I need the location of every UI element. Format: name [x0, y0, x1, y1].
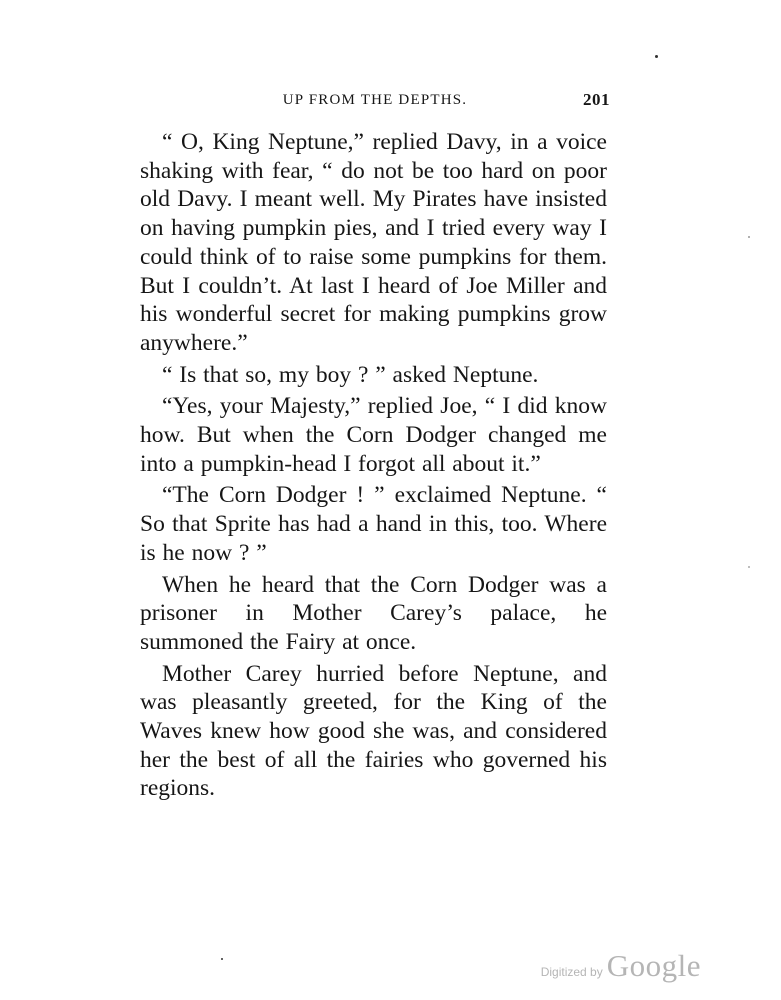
- scan-speck: [221, 958, 223, 960]
- digitized-by-google-watermark: [541, 948, 701, 984]
- paragraph-3: “Yes, your Majesty,” replied Joe, “ I did know how. But when the Corn Dodger changed me into a pumpkin-head I forgot all about it.”: [140, 393, 607, 477]
- watermark-prefix: Digitized by: [540, 965, 603, 979]
- body-text: [140, 128, 607, 803]
- page-number: 201: [583, 90, 610, 109]
- running-head: [140, 90, 610, 114]
- paragraph-5: When he heard that the Corn Dodger was a prisoner in Mother Carey’s palace, he summoned the Fairy at once.: [140, 571, 607, 655]
- paragraph-6: Mother Carey hurried before Neptune, and was pleasantly greeted, for the King of the Waves knew how good she was, and considered her the best of all the fairies who governed his regions.: [140, 660, 607, 802]
- scan-speck: [655, 55, 658, 58]
- paragraph-4: “The Corn Dodger ! ” exclaimed Neptune. “ So that Sprite has had a hand in this, too. Where is he now ? ”: [140, 482, 607, 566]
- paragraph-2: “ Is that so, my boy ? ” asked Neptune.: [162, 361, 539, 388]
- running-title: UP FROM THE DEPTHS.: [282, 92, 468, 108]
- scan-speck: [748, 236, 750, 238]
- scan-speck: [748, 566, 750, 568]
- paragraph-1: “ O, King Neptune,” replied Davy, in a voice shaking with fear, “ do not be too hard on poor old Davy. I meant well. My Pirates have insisted on having pumpkin pies, and I tried every way I could think of to raise some pumpkins for them. But I couldn’t. At last I heard of Joe Miller and his wonderful secret for making pumpkins grow anywhere.”: [140, 129, 607, 356]
- watermark-brand: Google: [606, 948, 701, 983]
